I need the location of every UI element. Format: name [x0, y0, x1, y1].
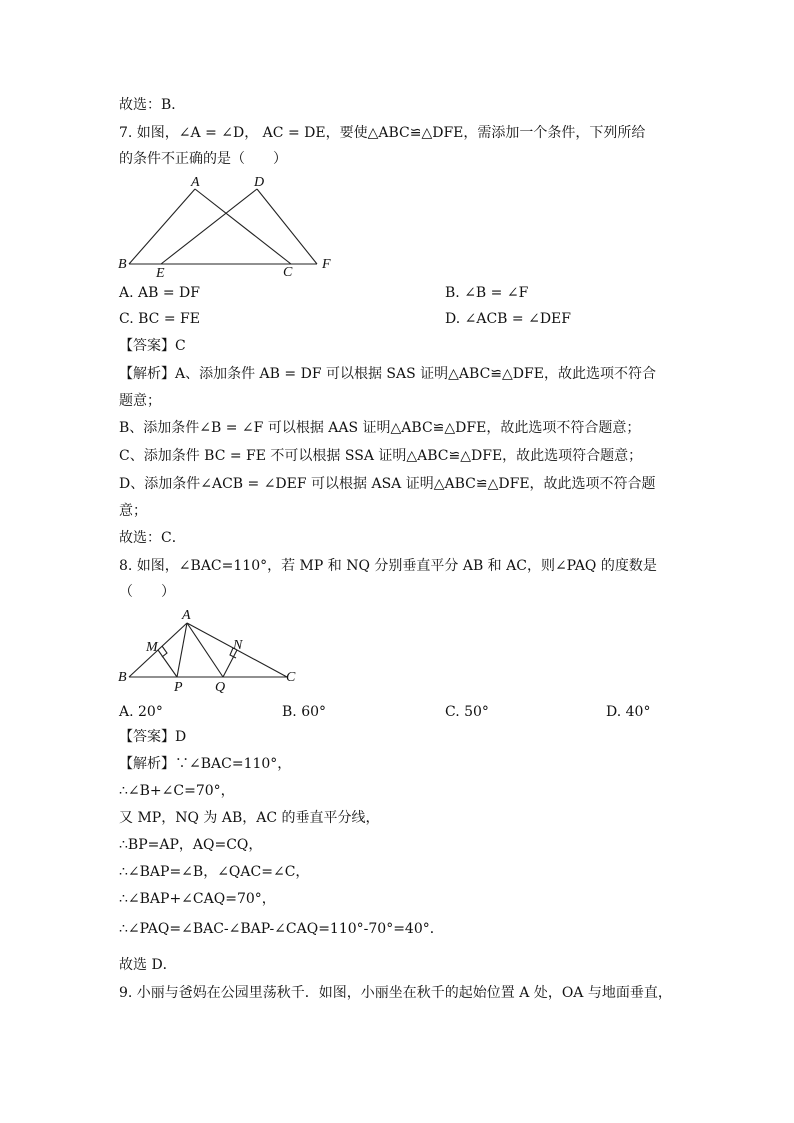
q8-option-d: D. 40°: [606, 704, 651, 720]
q8-label-P: P: [174, 680, 183, 695]
q8-label-Q: Q: [215, 680, 226, 695]
prev-conclusion: 故选：B．: [119, 97, 186, 113]
q7-label-F: F: [322, 257, 331, 272]
q7-option-b: B. ∠B = ∠F: [445, 285, 529, 301]
q8-answer: 【答案】D: [119, 729, 187, 745]
q8-step-7: ∴∠PAQ=∠BAC-∠BAP-∠CAQ=110°-70°=40°．: [119, 921, 444, 937]
q7-analysis-1a: 【解析】A、添加条件 AB = DF 可以根据 SAS 证明△ABC≌△DFE，故此选项不符合: [119, 366, 656, 382]
q7-analysis-1b: 题意；: [119, 393, 161, 409]
q9-stem-line1: 9. 小丽与爸妈在公园里荡秋千．如图，小丽坐在秋千的起始位置 A 处，OA 与地面垂直，: [119, 985, 672, 1001]
q7-label-E: E: [156, 266, 165, 281]
q7-stem-line1: 7. 如图，∠A = ∠D， AC = DE，要使△ABC≌△DFE，需添加一个条件，下列所给: [119, 125, 646, 141]
q7-stem-line2: 的条件不正确的是（ ）: [119, 151, 287, 167]
q7-figure: [115, 172, 345, 282]
q8-step-2: ∴∠B+∠C=70°，: [119, 783, 235, 799]
q8-figure: [115, 608, 315, 698]
q7-label-C: C: [283, 265, 293, 280]
q8-option-b: B. 60°: [282, 704, 327, 720]
q7-label-A: A: [191, 175, 200, 190]
q8-label-C: C: [286, 670, 296, 685]
q8-seg-MP: [158, 650, 177, 677]
q7-answer: 【答案】C: [119, 338, 186, 354]
q7-analysis-2: B、添加条件∠B = ∠F 可以根据 AAS 证明△ABC≌△DFE，故此选项不符合题意；: [119, 420, 641, 436]
q7-option-d: D. ∠ACB = ∠DEF: [445, 311, 571, 327]
q8-seg-AQ: [187, 623, 223, 677]
q8-right-angle-M: [162, 646, 167, 657]
q7-analysis-3: C、添加条件 BC = FE 不可以根据 SSA 证明△ABC≌△DFE，故此选项符合题意；: [119, 448, 643, 464]
q8-step-6: ∴∠BAP+∠CAQ=70°，: [119, 891, 276, 907]
q8-option-a: A. 20°: [119, 704, 163, 720]
q7-label-D: D: [254, 175, 265, 190]
q8-step-1: 【解析】∵∠BAC=110°，: [119, 756, 292, 772]
q8-step-3: 又 MP，NQ 为 AB，AC 的垂直平分线，: [119, 810, 380, 826]
q8-step-4: ∴BP=AP，AQ=CQ，: [119, 837, 263, 853]
q7-option-c: C. BC = FE: [119, 311, 200, 327]
q7-analysis-4b: 意；: [119, 503, 147, 519]
q8-stem-line1: 8. 如图，∠BAC=110°，若 MP 和 NQ 分别垂直平分 AB 和 AC，则∠PAQ 的度数是: [119, 558, 657, 574]
q7-option-a: A. AB = DF: [119, 285, 200, 301]
q8-step-5: ∴∠BAP=∠B，∠QAC=∠C，: [119, 864, 310, 880]
q7-label-B: B: [118, 257, 127, 272]
q8-label-A: A: [182, 608, 191, 623]
q8-label-N: N: [233, 638, 243, 653]
q8-conclusion: 故选 D．: [119, 957, 177, 973]
q8-label-B: B: [118, 670, 127, 685]
q8-label-M: M: [146, 640, 158, 655]
q7-conclusion: 故选：C．: [119, 530, 186, 546]
q7-seg-BA: [129, 189, 195, 264]
q7-seg-DF: [257, 189, 317, 264]
q8-option-c: C. 50°: [445, 704, 489, 720]
q8-stem-line2: （ ）: [119, 584, 175, 600]
q7-analysis-4a: D、添加条件∠ACB = ∠DEF 可以根据 ASA 证明△ABC≌△DFE，故此选项不符合题: [119, 476, 656, 492]
